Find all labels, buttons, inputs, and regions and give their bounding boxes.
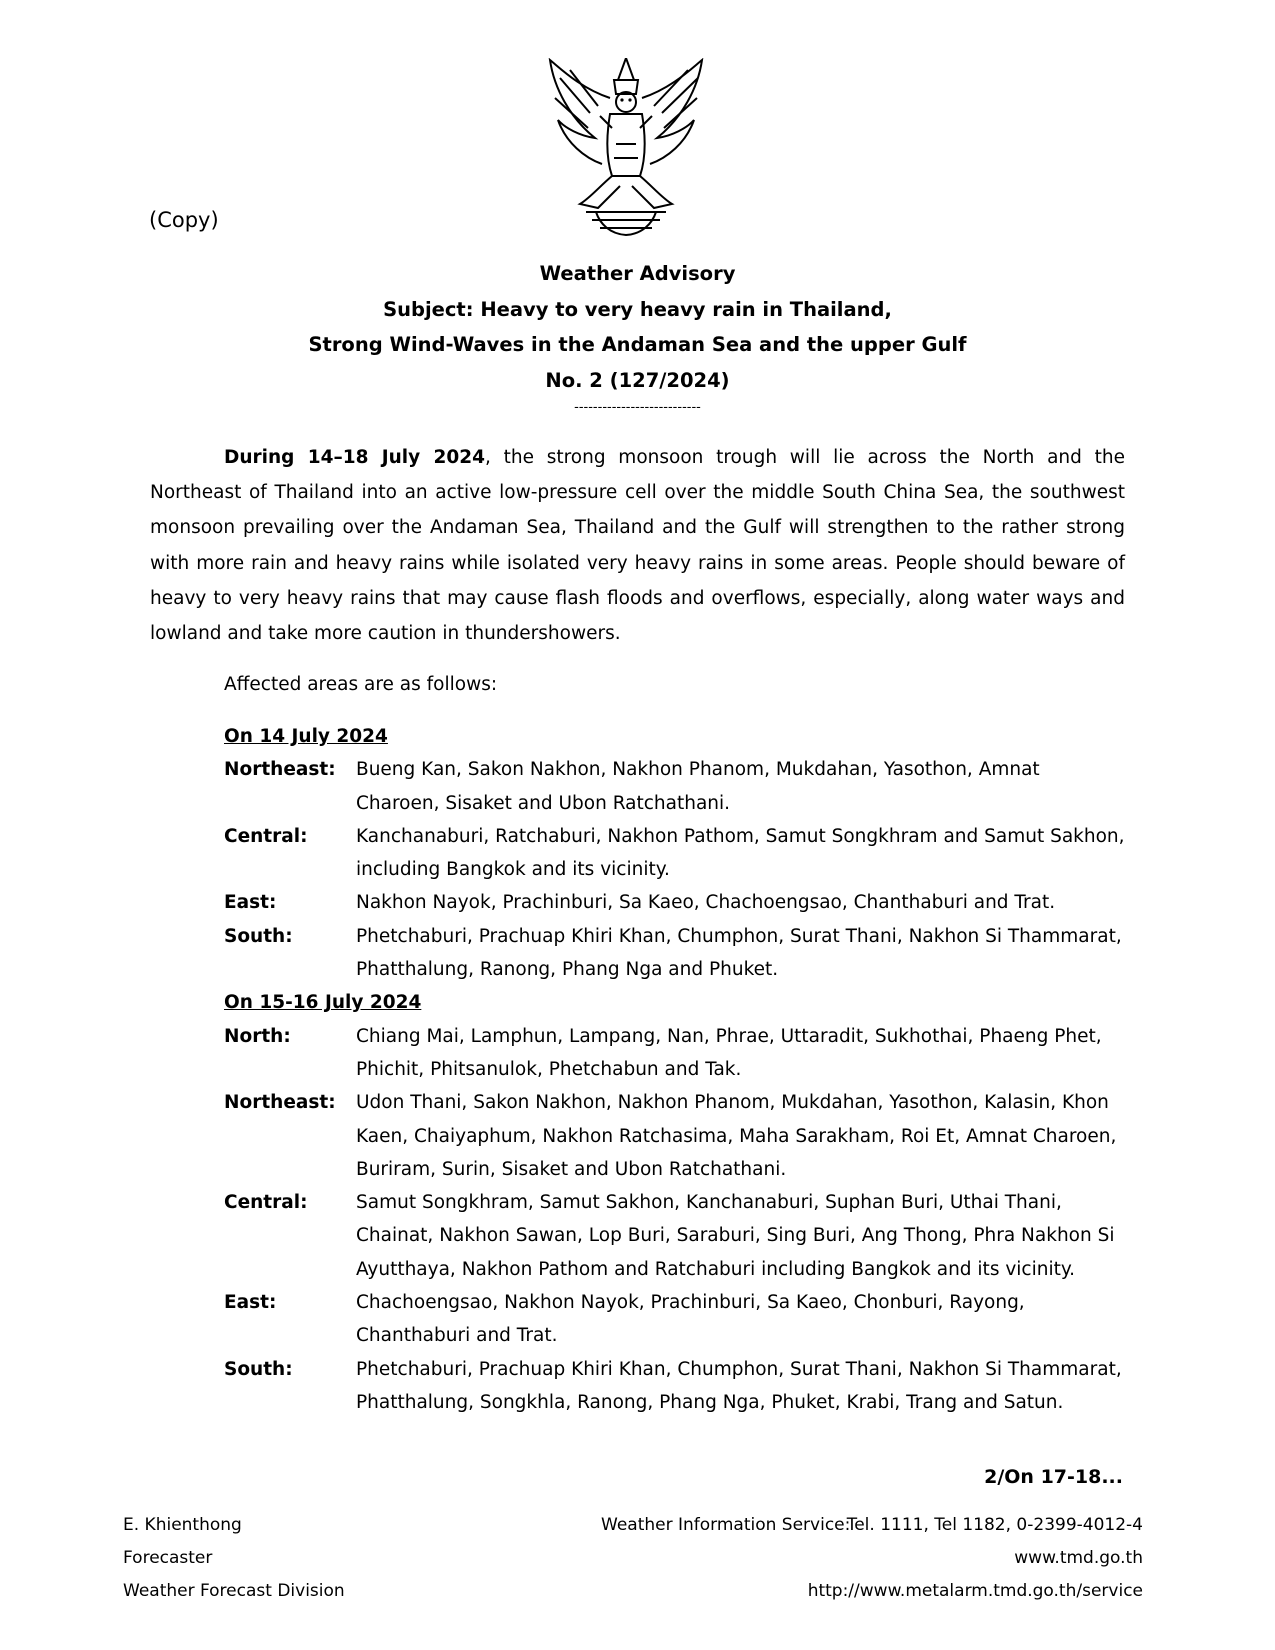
period-lead: During 14–18 July 2024 [224, 447, 485, 468]
region-name: Northeast: [224, 1092, 336, 1114]
region-row [224, 820, 1128, 887]
region-areas: Phetchaburi, Prachuap Khiri Khan, Chumphon, Surat Thani, Nakhon Si Thammarat, Phatthalung, Ranong, Phang Nga and Phuket. [356, 925, 1122, 981]
service-label: Weather Information Service: [601, 1515, 851, 1535]
advisory-body [150, 440, 1125, 651]
region-row [224, 1086, 1128, 1186]
advisory-title: Weather Advisory [539, 262, 736, 285]
subject-line-2: Strong Wind-Waves in the Andaman Sea and the upper Gulf [308, 333, 967, 356]
region-areas: Chiang Mai, Lamphun, Lampang, Nan, Phrae, Uttaradit, Sukhothai, Phaeng Phet, Phichit, Phitsanulok, Phetchabun and Tak. [356, 1025, 1102, 1080]
advisory-number: No. 2 (127/2024) [545, 368, 730, 392]
region-areas: Chachoengsao, Nakhon Nayok, Prachinburi, Sa Kaeo, Chonburi, Rayong, Chanthaburi and Trat. [356, 1292, 1025, 1347]
region-name: Central: [224, 1192, 308, 1214]
forecaster-role: Forecaster [123, 1548, 213, 1568]
region-areas: Udon Thani, Sakon Nakhon, Nakhon Phanom, Mukdahan, Yasothon, Kalasin, Khon Kaen, Chaiyaphum, Nakhon Ratchasima, Maha Sarakham, Roi Et, Amnat Charoen, Buriram, Surin, Sisaket and Ubon Ratchathani. [356, 1092, 1117, 1180]
affected-areas [224, 720, 1128, 1419]
region-name: East: [224, 1292, 277, 1314]
region-name: North: [224, 1025, 291, 1047]
forecaster-name: E. Khienthong [123, 1515, 242, 1535]
region-areas: Bueng Kan, Sakon Nakhon, Nakhon Phanom, Mukdahan, Yasothon, Amnat Charoen, Sisaket and Ubon Ratchathani. [356, 759, 1040, 814]
region-name: East: [224, 892, 277, 914]
period-date: On 15-16 July 2024 [224, 992, 422, 1014]
region-name: South: [224, 1358, 293, 1380]
period-date: On 14 July 2024 [224, 726, 388, 747]
region-name: South: [224, 925, 293, 947]
region-areas: Samut Songkhram, Samut Sakhon, Kanchanaburi, Suphan Buri, Uthai Thani, Chainat, Nakhon Sawan, Lop Buri, Saraburi, Sing Buri, Ang Thong, Phra Nakhon Si Ayutthaya, Nakhon Pathom and Ratchaburi including Bangkok and its vicinity. [356, 1192, 1115, 1280]
contact-phone: Tel. 1111, Tel 1182, 0-2399-4012-4 [846, 1515, 1143, 1535]
region-name: Central: [224, 825, 308, 847]
region-row [224, 1286, 1128, 1353]
contact-website-link[interactable]: www.tmd.go.th [1014, 1548, 1143, 1568]
garuda-emblem [540, 58, 712, 236]
region-areas: Phetchaburi, Prachuap Khiri Khan, Chumphon, Surat Thani, Nakhon Si Thammarat, Phatthalung, Songkhla, Ranong, Phang Nga, Phuket, Krabi, Trang and Satun. [356, 1358, 1122, 1413]
body-text: , the strong monsoon trough will lie across the North and the Northeast of Thailand into an active low-pressure cell over the middle South China Sea, the southwest monsoon prevailing over the Andaman Sea, Thailand and the Gulf will strengthen to the rather strong with more rain and heavy rains while isolated very heavy rains in some areas. People should beware of heavy to very heavy rains that may cause flash floods and overflows, especially, along water ways and lowland and take more caution in thundershowers. [150, 447, 1125, 645]
advisory-header [0, 256, 1275, 418]
forecaster-division: Weather Forecast Division [123, 1581, 345, 1601]
region-areas: Kanchanaburi, Ratchaburi, Nakhon Pathom, Samut Songkhram and Samut Sakhon, including Bangkok and its vicinity. [356, 825, 1125, 881]
footer-signature [123, 1509, 345, 1608]
region-row [224, 1186, 1128, 1286]
copy-mark: (Copy) [149, 208, 219, 232]
region-name: Northeast: [224, 759, 336, 781]
region-areas: Nakhon Nayok, Prachinburi, Sa Kaeo, Chachoengsao, Chanthaburi and Trat. [356, 892, 1056, 914]
subject-line-1: Subject: Heavy to very heavy rain in Thailand, [383, 297, 892, 321]
region-row [224, 920, 1128, 987]
contact-alarm-link[interactable]: http://www.metalarm.tmd.go.th/service [807, 1581, 1143, 1601]
continuation-note: 2/On 17-18... [984, 1466, 1123, 1488]
region-row [224, 753, 1128, 820]
region-row [224, 886, 1128, 919]
region-row [224, 1353, 1128, 1420]
region-row [224, 1020, 1128, 1087]
header-rule: --------------------------- [574, 400, 701, 415]
body-paragraph [150, 440, 1125, 651]
affected-intro: Affected areas are as follows: [224, 674, 498, 695]
footer-contacts [808, 1509, 1143, 1608]
